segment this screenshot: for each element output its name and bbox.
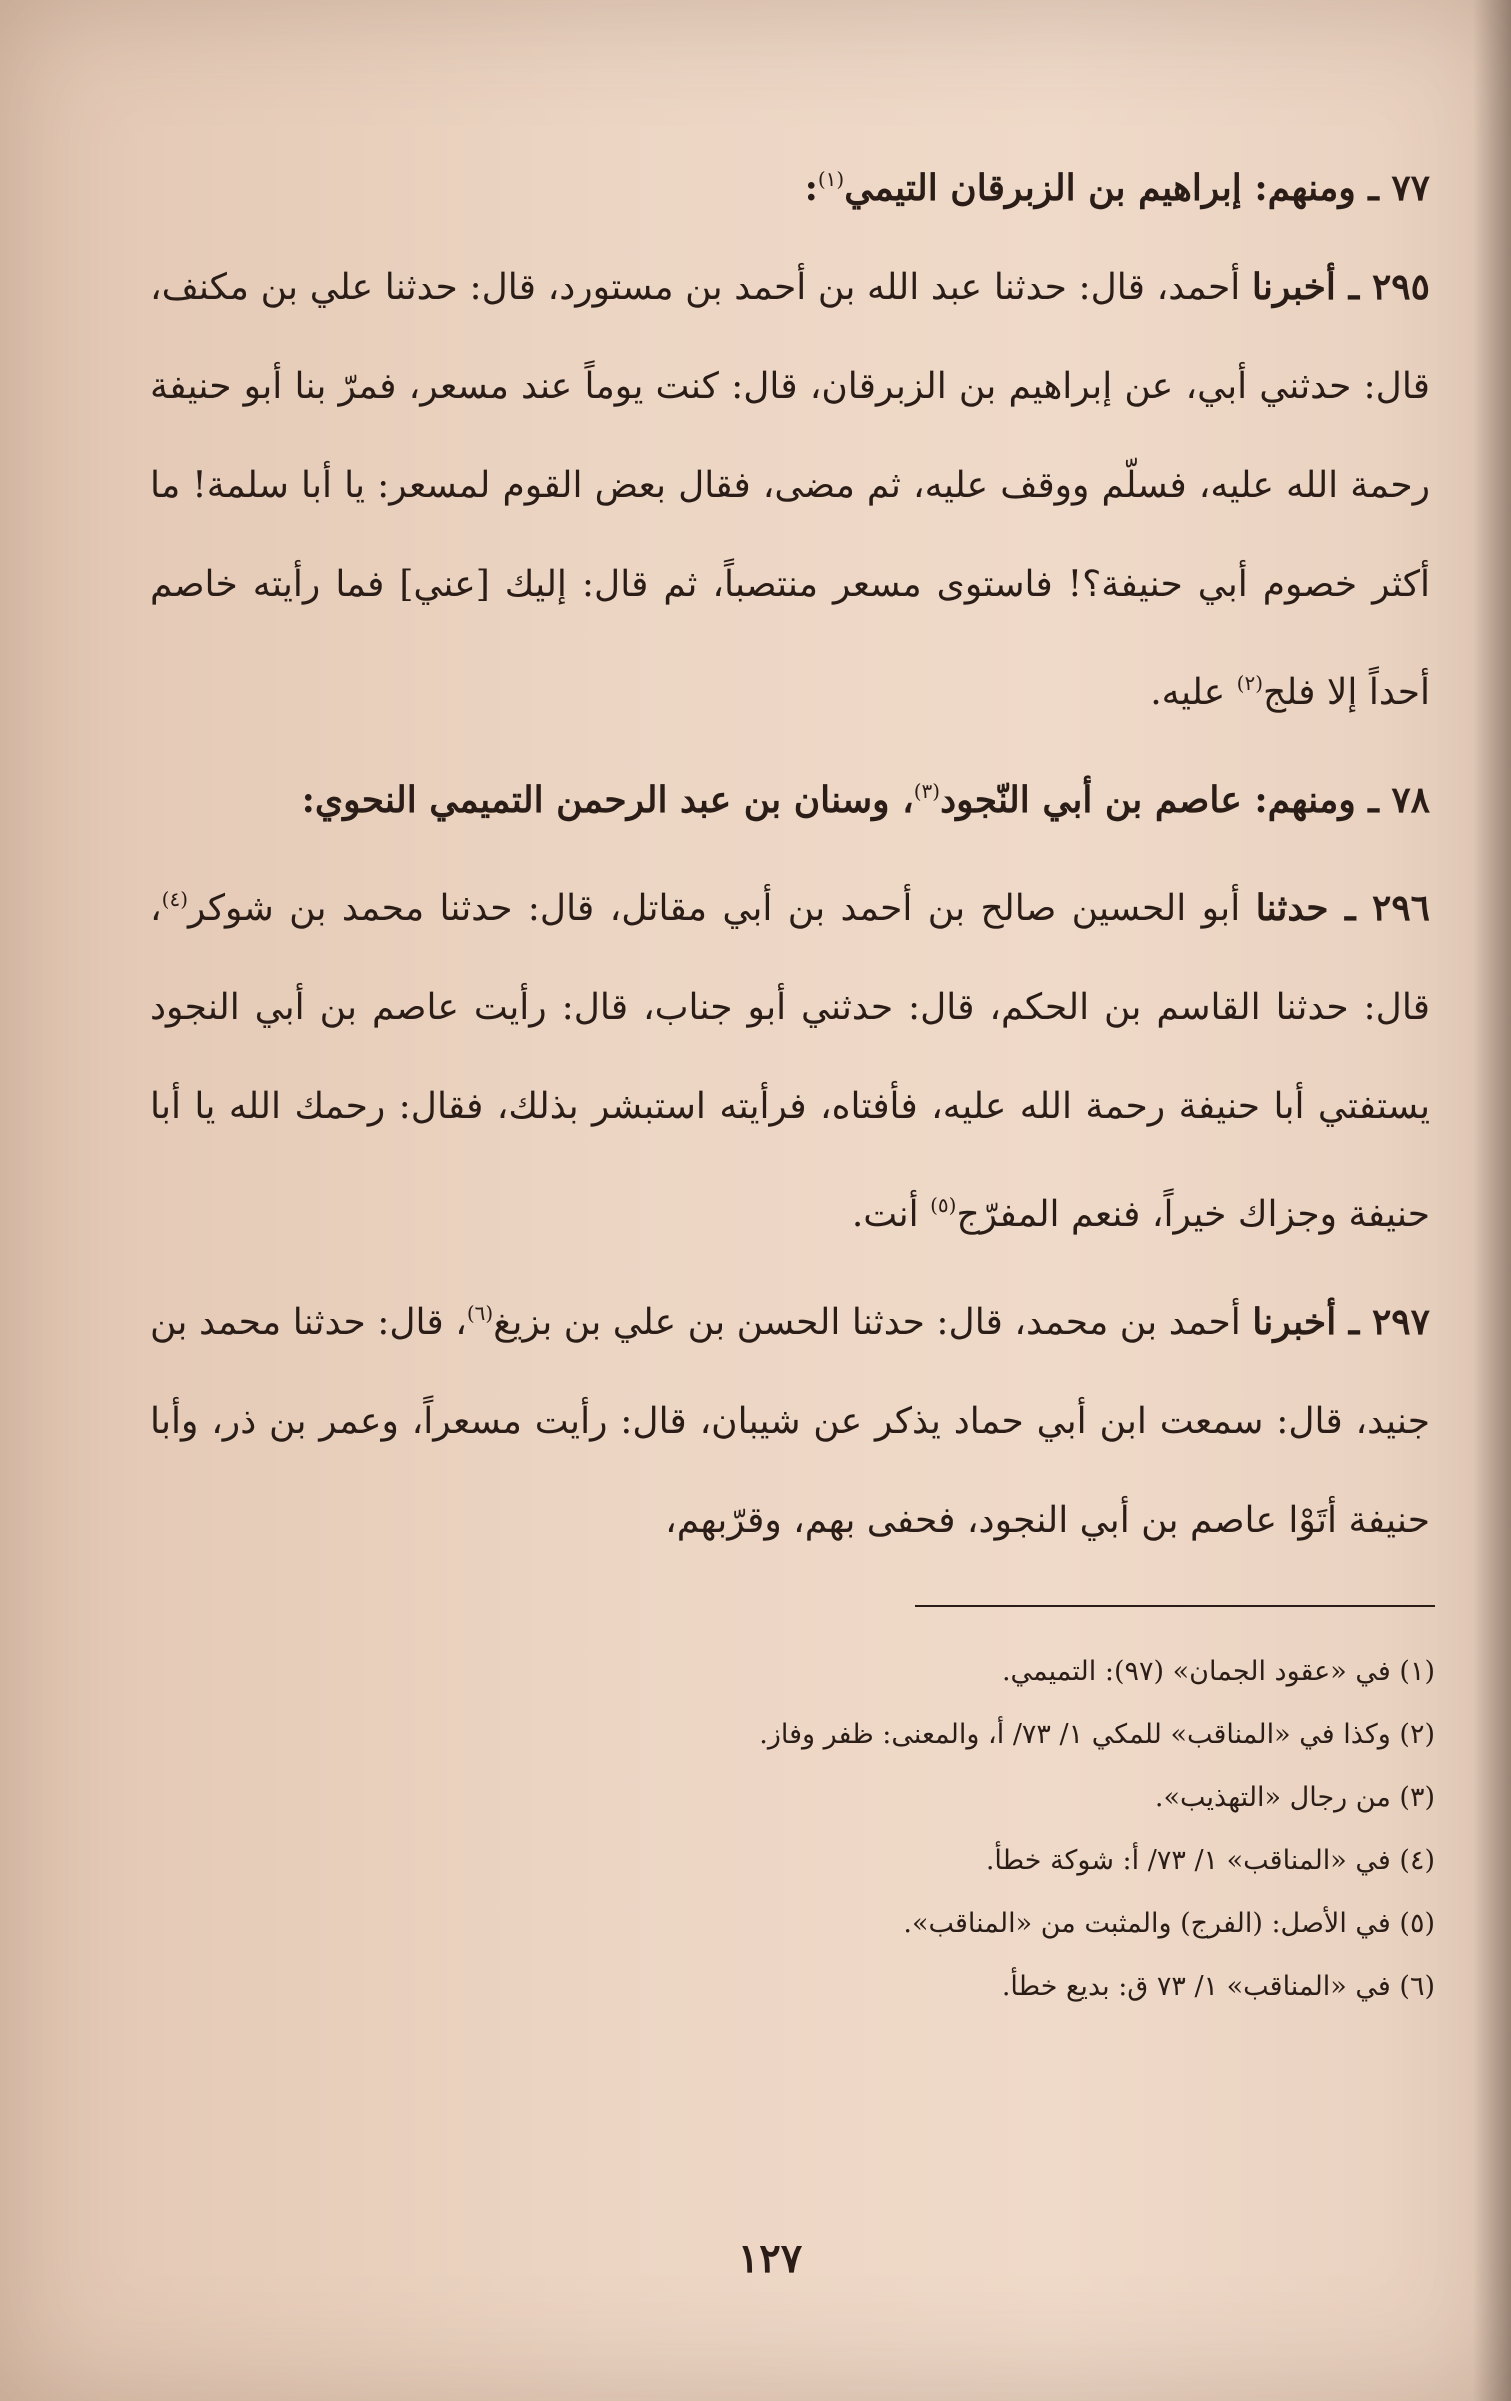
footnote-6: (٦) في «المناقب» ١/ ٧٣ ق: بديع خطأ.	[1001, 1971, 1435, 2002]
hadith-text: أحمد بن محمد، قال: حدثنا الحسن بن علي بن بزيغ	[493, 1302, 1253, 1343]
footnote-ref: (٣)	[913, 779, 941, 803]
hadith-lead: ٢٩٥ ـ أخبرنا	[1251, 266, 1430, 308]
page-number: ١٢٧	[737, 2235, 803, 2282]
footnotes	[150, 1640, 1435, 2018]
section-heading-78	[150, 742, 1430, 850]
hadith-296	[150, 850, 1430, 1264]
footnote-2: (٢) وكذا في «المناقب» للمكي ١/ ٧٣/ أ، والمعنى: ظفر وفاز.	[759, 1719, 1435, 1750]
main-text	[150, 130, 1430, 1570]
footnote-ref: (٢)	[1236, 671, 1264, 695]
section-heading-77	[150, 130, 1430, 238]
footnote-ref: (٥)	[930, 1193, 957, 1217]
footnote-ref: (١)	[817, 167, 845, 191]
heading-text: ٧٧ ـ ومنهم: إبراهيم بن الزبرقان التيمي	[844, 167, 1430, 209]
footnote-1: (١) في «عقود الجمان» (٩٧): التميمي.	[1001, 1656, 1435, 1687]
hadith-text-end: أنت.	[851, 1194, 931, 1235]
heading-text: ٧٨ ـ ومنهم: عاصم بن أبي النّجود	[940, 779, 1430, 821]
hadith-lead: ٢٩٦ ـ حدثنا	[1255, 887, 1430, 929]
hadith-text-tail: عليه.	[1150, 672, 1237, 713]
heading-tail: :	[804, 167, 818, 209]
footnote-4: (٤) في «المناقب» ١/ ٧٣/ أ: شوكة خطأ.	[985, 1845, 1435, 1876]
footnote-ref: (٦)	[466, 1301, 494, 1325]
hadith-lead: ٢٩٧ ـ أخبرنا	[1252, 1301, 1430, 1343]
heading-tail: ، وسنان بن عبد الرحمن التميمي النحوي:	[301, 779, 914, 821]
hadith-295	[150, 238, 1430, 742]
footnote-divider	[915, 1605, 1435, 1607]
footnote-ref: (٤)	[161, 887, 188, 911]
hadith-text-tail: ، قال: حدثنا القاسم بن الحكم، قال: حدثني أبو جناب، قال: رأيت عاصم بن أبي النجود يستفتي أبا حنيفة رحمة الله عليه، فأفتاه، فرأيته استبشر بذلك، فقال: رحمك الله يا أبا حنيفة وجزاك خيراً، فنعم المفرّج	[150, 888, 1430, 1235]
footnote-3: (٣) من رجال «التهذيب».	[1154, 1782, 1435, 1813]
hadith-297	[150, 1264, 1430, 1570]
footnote-5: (٥) في الأصل: (الفرج) والمثبت من «المناقب».	[903, 1908, 1435, 1939]
hadith-text-tail: ، قال: حدثنا محمد بن جنيد، قال: سمعت ابن أبي حماد يذكر عن شيبان، قال: رأيت مسعراً، وعمر بن ذر، وأبا حنيفة أتَوْا عاصم بن أبي النجود، فحفى بهم، وقرّبهم،	[150, 1302, 1430, 1541]
hadith-text: أحمد، قال: حدثنا عبد الله بن أحمد بن مستورد، قال: حدثنا علي بن مكنف، قال: حدثني أبي، عن إبراهيم بن الزبرقان، قال: كنت يوماً عند مسعر، فمرّ بنا أبو حنيفة رحمة الله عليه، فسلّم ووقف عليه، ثم مضى، فقال بعض القوم لمسعر: يا أبا سلمة! ما أكثر خصوم أبي حنيفة؟! فاستوى مسعر منتصباً، ثم قال: إليك [عني] فما رأيته خاصم أحداً إلا فلج	[150, 267, 1430, 713]
hadith-text: أبو الحسين صالح بن أحمد بن أبي مقاتل، قال: حدثنا محمد بن شوكر	[188, 888, 1256, 929]
